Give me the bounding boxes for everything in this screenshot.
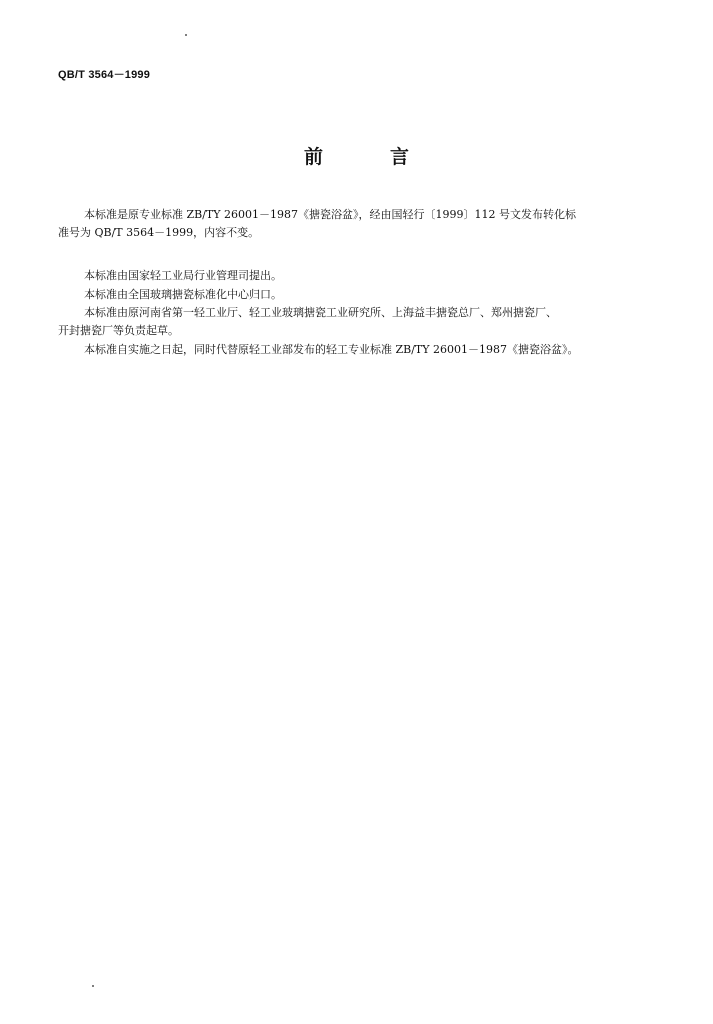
paragraph-origin <box>58 206 658 242</box>
paragraph-drafters-line-2: 开封搪瓷厂等负责起草。 <box>58 324 179 337</box>
paragraph-centralized <box>58 286 658 304</box>
paragraph-origin-line-1: 本标准是原专业标准 ZB/TY 26001－1987《搪瓷浴盆》，经由国轻行〔1999〕112 号文发布转化标 <box>84 208 576 221</box>
paragraph-drafters-line-1: 本标准由原河南省第一轻工业厅、轻工业玻璃搪瓷工业研究所、上海益丰搪瓷总厂、郑州搪瓷厂、 <box>84 306 557 319</box>
paragraph-drafters <box>58 304 658 340</box>
paragraph-proposer <box>58 267 658 285</box>
standard-code-text: QB/T 3564－1999 <box>58 69 151 81</box>
paragraph-origin-line-2: 准号为 QB/T 3564－1999，内容不变。 <box>58 226 260 239</box>
paragraph-proposer-text: 本标准由国家轻工业局行业管理司提出。 <box>84 269 282 282</box>
paragraph-replacement-text: 本标准自实施之日起，同时代替原轻工业部发布的轻工专业标准 ZB/TY 26001－1987《搪瓷浴盆》。 <box>84 343 579 356</box>
paragraph-centralized-text: 本标准由全国玻璃搪瓷标准化中心归口。 <box>84 288 282 301</box>
standard-code <box>58 66 150 82</box>
paragraph-replacement <box>58 341 658 359</box>
scan-speck <box>185 34 187 36</box>
scan-speck <box>92 985 94 987</box>
page-title: 前 言 <box>303 146 433 168</box>
